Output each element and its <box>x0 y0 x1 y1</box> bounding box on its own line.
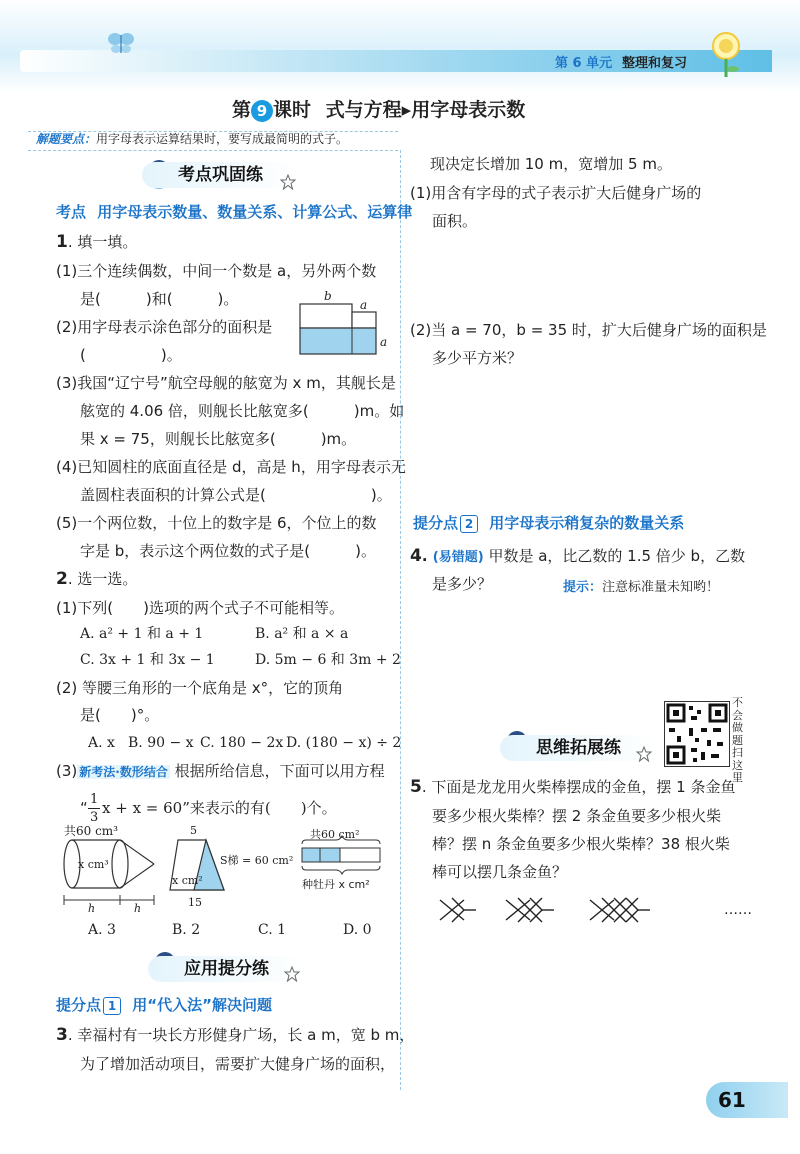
fraction-numerator: 1 <box>90 792 99 807</box>
new-tag-label: 新考法 <box>79 765 116 779</box>
fish-3 <box>590 898 650 922</box>
lesson-number: 9 <box>251 100 273 122</box>
lesson-suffix: 课时 <box>273 99 312 121</box>
q2-line: (1)下列( )选项的两个式子不可能相等。 <box>56 599 344 617</box>
star-icon <box>284 966 300 982</box>
f2-area-label: S梯 = 60 cm² <box>220 854 294 867</box>
q2-line-text: 根据所给信息，下面可以用方程 <box>174 762 385 780</box>
f2-top-label: 5 <box>190 824 197 837</box>
q3-line: (1)用含有字母的式子表示扩大后健身广场的 <box>410 184 702 202</box>
q5-line: 棒？摆 n 条金鱼要多少根火柴棒？38 根火柴 <box>432 835 730 853</box>
tifen2-number: 2 <box>460 515 478 533</box>
q1-line: (3)我国“辽宁号”航空母舰的舷宽为 x m，其舰长是 <box>56 374 396 392</box>
q2-title: . 选一选。 <box>67 570 138 588</box>
q2-line: (2) 等腰三角形的一个底角是 x°，它的顶角 <box>56 679 344 697</box>
q1-line: (2)用字母表示涂色部分的面积是 <box>56 318 273 336</box>
unit-label: 第 6 单元 <box>555 56 613 71</box>
q1-line: 盖圆柱表面积的计算公式是( )。 <box>80 486 392 504</box>
q1-line: 果 x = 75，则舰长比舷宽多( )m。 <box>80 430 357 448</box>
lesson-prefix: 第 <box>232 99 252 121</box>
q2-option: D. (180 − x) ÷ 2 <box>286 735 402 751</box>
f1-h-label: h <box>134 902 142 912</box>
q3-line: 现决定长增加 10 m，宽增加 5 m。 <box>430 155 672 173</box>
q1-line: (5)一个两位数，十位上的数字是 6，个位上的数 <box>56 514 377 532</box>
continuation-dots: …… <box>724 902 752 918</box>
fig-label-b: b <box>324 290 332 303</box>
fraction-denominator: 3 <box>90 810 99 825</box>
q5-line-text: . 下面是龙龙用火柴棒摆成的金鱼，摆 1 条金鱼 <box>421 778 736 796</box>
lesson-topic: 式与方程 <box>325 99 402 121</box>
tifen2-line <box>413 513 684 533</box>
section-title-consolidate: 考点巩固练 <box>142 162 298 188</box>
q3-line: (2)当 a = 70，b = 35 时，扩大后健身广场的面积是 <box>410 321 767 339</box>
q2-option: D. 0 <box>343 922 372 938</box>
kaodian-line <box>56 202 412 222</box>
new-tag-sub: ·数形结合 <box>115 765 168 779</box>
page-number: 61 <box>706 1082 788 1118</box>
q4-number: 4 <box>410 546 422 566</box>
fig-label-a: a <box>380 335 388 349</box>
kaodian-label: 考点 <box>56 203 87 221</box>
q2-line: 是( )°。 <box>80 706 160 724</box>
q5-line <box>410 777 735 797</box>
q3-line: 多少平方米？ <box>432 349 523 367</box>
qr-code-icon <box>665 702 729 766</box>
q2-number: 2 <box>56 569 68 589</box>
hint-text: 注意标准量未知哟！ <box>602 580 720 595</box>
f1-inner-label: x cm³ <box>78 858 109 871</box>
q1-number: 1 <box>56 232 68 252</box>
q2-option: C. 1 <box>258 922 287 938</box>
tifen1-label: 提分点 <box>56 996 102 1014</box>
fish-2 <box>506 898 554 922</box>
tifen2-text: 用字母表示稍复杂的数量关系 <box>489 514 685 532</box>
area-bar-figure <box>292 826 398 896</box>
q1-line: (4)已知圆柱的底面直径是 d，高是 h，用字母表示无 <box>56 458 406 476</box>
q1-heading <box>56 232 137 252</box>
column-divider <box>400 150 401 1090</box>
q5-line: 棒可以摆几条金鱼？ <box>432 863 568 881</box>
q4-hint <box>563 578 719 598</box>
q2-option: D. 5m − 6 和 3m + 2 <box>255 652 401 668</box>
trapezoid-figure <box>166 822 296 908</box>
q1-title: . 填一填。 <box>67 233 138 251</box>
error-prone-tag: (易错题) <box>432 550 484 565</box>
q2-option: B. a² 和 a × a <box>255 626 349 642</box>
tip-line <box>36 130 348 148</box>
hint-label: 提示： <box>563 580 603 595</box>
new-method-tag <box>77 765 170 779</box>
q2-heading <box>56 569 137 589</box>
q4-line: 4. (易错题) 甲数是 a，比乙数的 1.5 倍少 b，乙数 <box>410 546 746 566</box>
quote-open: “ <box>80 799 88 817</box>
q3-line-text: . 幸福村有一块长方形健身广场，长 a m，宽 b m， <box>67 1026 415 1044</box>
kaodian-text: 用字母表示数量、数量关系、计算公式、运算律 <box>97 203 413 221</box>
butterfly-icon <box>106 30 136 56</box>
tifen1-text: 用“代入法”解决问题 <box>132 996 272 1014</box>
tip-label: 解题要点： <box>36 132 97 146</box>
qr-instruction: 不会做题扫这里 <box>732 696 743 784</box>
star-icon <box>280 174 296 190</box>
q1-line: 字是 b，表示这个两位数的式子是( )。 <box>80 542 376 560</box>
star-icon <box>636 746 652 762</box>
fig-label-a: a <box>360 298 368 312</box>
q2-line <box>56 761 385 782</box>
q5-line: 要多少根火柴棒？摆 2 条金鱼要多少根火柴 <box>432 807 722 825</box>
q2-option: A. a² + 1 和 a + 1 <box>80 626 204 642</box>
q2-option: B. 2 <box>172 922 201 938</box>
q4-line-text: 甲数是 a，比乙数的 1.5 倍少 b，乙数 <box>488 547 746 565</box>
q3-line <box>56 1025 414 1045</box>
q5-number: 5 <box>410 777 422 797</box>
shaded-area-figure <box>296 290 396 360</box>
q2-option: C. 180 − 2x <box>200 735 284 751</box>
q3-line: 为了增加活动项目，需要扩大健身广场的面积， <box>80 1055 396 1073</box>
matchstick-fish-figure <box>438 890 768 930</box>
q2-option: B. 90 − x <box>128 735 194 751</box>
f3-bottom-label: 种牡丹 x cm² <box>302 878 370 891</box>
fish-1 <box>440 898 476 922</box>
q3-number: 3 <box>56 1025 68 1045</box>
sunflower-icon <box>706 30 746 78</box>
q1-line: ( )。 <box>80 346 182 364</box>
f1-top-label: 共60 cm³ <box>64 824 118 838</box>
q2-option: C. 3x + 1 和 3x − 1 <box>80 652 215 668</box>
q2-sub-label: (3) <box>56 762 78 780</box>
q1-line: (1)三个连续偶数，中间一个数是 a，另外两个数 <box>56 262 377 280</box>
tifen2-label: 提分点 <box>413 514 459 532</box>
cylinder-cone-figure <box>58 822 168 912</box>
q2-equation: x + x = 60”来表示的有( )个。 <box>102 799 337 817</box>
tip-text: 用字母表示运算结果时，要写成最简明的式子。 <box>96 132 349 146</box>
lesson-subtopic: ▸用字母表示数 <box>401 99 526 121</box>
q3-line: 面积。 <box>432 212 478 230</box>
f1-h-label: h <box>88 902 96 912</box>
section-title-application: 应用提分练 <box>148 956 304 982</box>
tifen1-number: 1 <box>103 997 121 1015</box>
f2-bottom-label: 15 <box>188 896 202 908</box>
q4-line: 是多少？ <box>432 575 493 593</box>
q2-option: A. x <box>88 735 115 751</box>
f2-inner-label: x cm² <box>172 874 203 887</box>
lesson-title <box>232 97 525 123</box>
f3-top-label: 共60 cm² <box>310 828 360 841</box>
tifen1-line <box>56 995 272 1015</box>
q2-option: A. 3 <box>88 922 116 938</box>
unit-title: 整理和复习 <box>622 56 688 71</box>
section-title-thinking: 思维拓展练 <box>500 735 656 761</box>
q1-line: 舷宽的 4.06 倍，则舰长比舷宽多( )m。如 <box>80 402 405 420</box>
qr-code[interactable] <box>664 701 730 767</box>
q1-line: 是( )和( )。 <box>80 290 239 308</box>
